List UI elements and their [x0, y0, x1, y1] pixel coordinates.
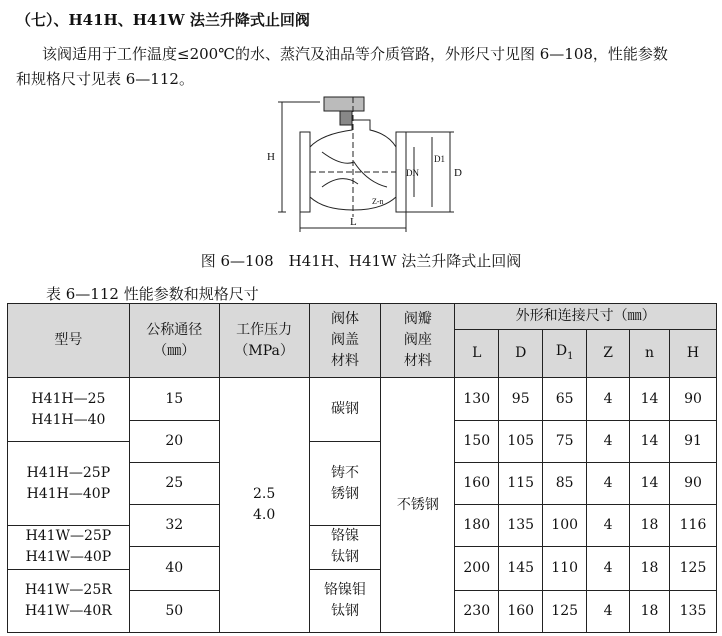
cell-Z: 4: [587, 462, 630, 504]
header-body-material: 阀体 阀盖 材料: [309, 304, 381, 378]
body-material-cell: 碳钢: [309, 378, 381, 441]
cell-Z: 4: [587, 420, 630, 462]
model-cell: H41H—25 H41H—40: [8, 378, 130, 441]
cell-D: 105: [499, 420, 543, 462]
section-heading: （七）、H41H、H41W 法兰升降式止回阀: [16, 11, 310, 29]
cell-D: 160: [499, 590, 543, 632]
cell-D1: 75: [543, 420, 587, 462]
valve-drawing: [262, 92, 472, 236]
cell-H: 135: [669, 590, 716, 632]
cell-n: 14: [630, 378, 670, 420]
header-model: 型号: [8, 304, 130, 378]
cell-n: 18: [630, 590, 670, 632]
nominal-cell: 25: [129, 462, 219, 504]
table-title: 表 6—112 性能参数和规格尺寸: [46, 285, 259, 303]
cell-L: 150: [455, 420, 499, 462]
cell-Z: 4: [587, 378, 630, 420]
model-cell: H41W—25P H41W—40P: [8, 526, 130, 569]
spec-table: [7, 303, 717, 633]
cell-H: 116: [669, 505, 716, 547]
cell-Z: 4: [587, 590, 630, 632]
nominal-cell: 20: [129, 420, 219, 462]
cell-H: 125: [669, 547, 716, 590]
figure-caption: 图 6—108 H41H、H41W 法兰升降式止回阀: [200, 252, 522, 270]
header-n: n: [630, 330, 670, 378]
fig-label-dn: DN: [406, 168, 419, 178]
header-L: L: [455, 330, 499, 378]
cell-D: 145: [499, 547, 543, 590]
cell-Z: 4: [587, 505, 630, 547]
nominal-cell: 50: [129, 590, 219, 632]
paragraph-line-1: 该阀适用于工作温度≤200℃的水、蒸汽及油品等介质管路，外形尺寸见图 6—108，性能参数: [42, 45, 668, 63]
cell-D: 95: [499, 378, 543, 420]
fig-label-l: L: [350, 216, 357, 228]
body-material-cell: 铸不 锈钢: [309, 441, 381, 526]
header-nominal: 公称通径 （㎜）: [129, 304, 219, 378]
cell-D1: 100: [543, 505, 587, 547]
nominal-cell: 15: [129, 378, 219, 420]
cell-D1: 65: [543, 378, 587, 420]
cell-n: 14: [630, 462, 670, 504]
body-material-cell: 铬镍钼 钛钢: [309, 569, 381, 632]
cell-D1: 125: [543, 590, 587, 632]
nominal-cell: 40: [129, 547, 219, 590]
cell-L: 180: [455, 505, 499, 547]
fig-label-h: H: [267, 151, 275, 163]
header-disc-material: 阀瓣 阀座 材料: [381, 304, 455, 378]
pressure-cell: 2.5 4.0: [219, 378, 309, 633]
cell-H: 90: [669, 462, 716, 504]
cell-H: 91: [669, 420, 716, 462]
model-cell: H41W—25R H41W—40R: [8, 569, 130, 632]
header-Z: Z: [587, 330, 630, 378]
fig-label-d: D: [454, 167, 462, 179]
cell-D: 115: [499, 462, 543, 504]
header-dimensions: 外形和连接尺寸（㎜）: [455, 304, 717, 330]
disc-material-cell: 不锈钢: [381, 378, 455, 633]
header-H: H: [669, 330, 716, 378]
nominal-cell: 32: [129, 505, 219, 547]
cell-D: 135: [499, 505, 543, 547]
fig-label-z: Z-n: [372, 197, 384, 206]
cell-L: 130: [455, 378, 499, 420]
cell-L: 200: [455, 547, 499, 590]
header-D: D: [499, 330, 543, 378]
intro-paragraph: [16, 42, 716, 92]
header-D1: $D_1$: [543, 330, 587, 378]
cell-L: 230: [455, 590, 499, 632]
cell-Z: 4: [587, 547, 630, 590]
cell-H: 90: [669, 378, 716, 420]
cell-D1: 110: [543, 547, 587, 590]
paragraph-line-2: 和规格尺寸见表 6—112。: [16, 70, 194, 88]
cell-n: 14: [630, 420, 670, 462]
cell-D1: 85: [543, 462, 587, 504]
model-cell: H41H—25P H41H—40P: [8, 441, 130, 526]
header-pressure: 工作压力 （MPa）: [219, 304, 309, 378]
cell-n: 18: [630, 547, 670, 590]
cell-n: 18: [630, 505, 670, 547]
fig-label-d1: D1: [434, 154, 445, 164]
cell-L: 160: [455, 462, 499, 504]
body-material-cell: 铬镍 钛钢: [309, 526, 381, 569]
